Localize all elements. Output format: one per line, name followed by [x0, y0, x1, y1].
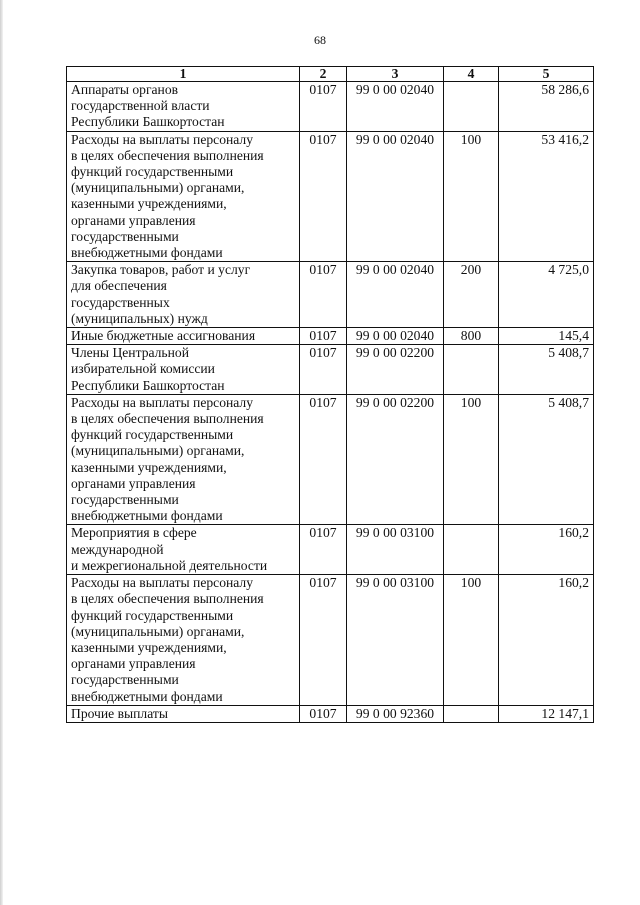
row-name: Аппараты органов государственной власти Республики Башкортостан: [67, 82, 300, 132]
scan-edge: [0, 0, 3, 905]
row-article: 99 0 00 02040: [347, 131, 444, 262]
row-type: 100: [444, 394, 499, 525]
row-name: Расходы на выплаты персоналу в целях обеспечения выполнения функций государственными (муниципальными) органами, казенными учреждениями, органами управления государственными внебюджетными фондами: [67, 394, 300, 525]
row-section: 0107: [300, 262, 347, 328]
table-row: [67, 131, 594, 262]
row-name: Мероприятия в сфере международной и межрегиональной деятельности: [67, 525, 300, 575]
row-section: 0107: [300, 131, 347, 262]
row-amount: 4 725,0: [499, 262, 594, 328]
table-row: [67, 394, 594, 525]
row-section: 0107: [300, 575, 347, 706]
header-col-4: 4: [444, 67, 499, 82]
page-number: 68: [314, 33, 326, 47]
table-row: [67, 525, 594, 575]
row-amount: 53 416,2: [499, 131, 594, 262]
budget-table: [66, 66, 594, 723]
row-section: 0107: [300, 525, 347, 575]
row-article: 99 0 00 02040: [347, 328, 444, 345]
table-row: [67, 82, 594, 132]
row-section: 0107: [300, 705, 347, 722]
row-amount: 5 408,7: [499, 345, 594, 395]
row-article: 99 0 00 03100: [347, 525, 444, 575]
row-amount: 160,2: [499, 525, 594, 575]
row-amount: 5 408,7: [499, 394, 594, 525]
header-col-2: 2: [300, 67, 347, 82]
row-section: 0107: [300, 328, 347, 345]
row-amount: 145,4: [499, 328, 594, 345]
row-article: 99 0 00 03100: [347, 575, 444, 706]
header-row: [67, 67, 594, 82]
table-header: [67, 67, 594, 82]
row-section: 0107: [300, 82, 347, 132]
row-name: Прочие выплаты: [67, 705, 300, 722]
row-article: 99 0 00 02200: [347, 394, 444, 525]
row-type: [444, 525, 499, 575]
row-article: 99 0 00 02040: [347, 82, 444, 132]
header-col-3: 3: [347, 67, 444, 82]
header-col-1: 1: [67, 67, 300, 82]
row-amount: 12 147,1: [499, 705, 594, 722]
row-type: [444, 82, 499, 132]
row-name: Расходы на выплаты персоналу в целях обеспечения выполнения функций государственными (муниципальными) органами, казенными учреждениями, органами управления государственными внебюджетными фондами: [67, 575, 300, 706]
table-row: [67, 345, 594, 395]
row-article: 99 0 00 02200: [347, 345, 444, 395]
row-amount: 58 286,6: [499, 82, 594, 132]
row-type: 100: [444, 131, 499, 262]
row-type: 200: [444, 262, 499, 328]
row-type: 800: [444, 328, 499, 345]
row-section: 0107: [300, 345, 347, 395]
row-name: Члены Центральной избирательной комиссии Республики Башкортостан: [67, 345, 300, 395]
row-name: Иные бюджетные ассигнования: [67, 328, 300, 345]
table-body: [67, 82, 594, 723]
row-type: 100: [444, 575, 499, 706]
table-row: [67, 705, 594, 722]
row-type: [444, 705, 499, 722]
table-row: [67, 262, 594, 328]
row-section: 0107: [300, 394, 347, 525]
row-type: [444, 345, 499, 395]
row-article: 99 0 00 02040: [347, 262, 444, 328]
row-name: Расходы на выплаты персоналу в целях обеспечения выполнения функций государственными (муниципальными) органами, казенными учреждениями, органами управления государственными внебюджетными фондами: [67, 131, 300, 262]
row-article: 99 0 00 92360: [347, 705, 444, 722]
table-row: [67, 328, 594, 345]
row-name: Закупка товаров, работ и услуг для обеспечения государственных (муниципальных) нужд: [67, 262, 300, 328]
table-row: [67, 575, 594, 706]
header-col-5: 5: [499, 67, 594, 82]
row-amount: 160,2: [499, 575, 594, 706]
